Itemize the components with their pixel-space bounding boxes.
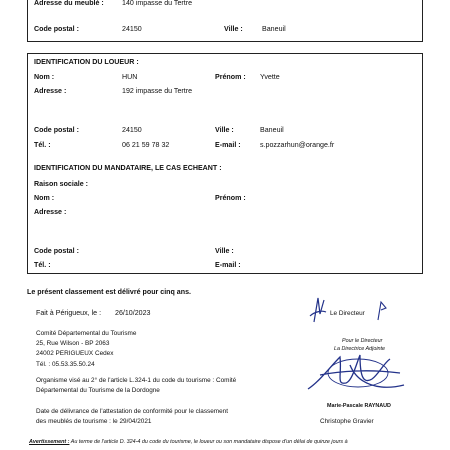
renter-heading: IDENTIFICATION DU LOUEUR : (34, 58, 139, 66)
renter-email-value: s.pozzarhun@orange.fr (260, 141, 335, 149)
agent-address-label: Adresse : (34, 208, 67, 216)
warning-label: Avertissement : (29, 439, 70, 445)
renter-firstname-label: Prénom : (215, 73, 246, 81)
rental-postal-label: Code postal : (34, 25, 79, 33)
renter-phone-value: 06 21 59 78 32 (122, 141, 170, 149)
issuer-line-3: 24002 PERIGUEUX Cedex (36, 350, 114, 357)
agent-email-label: E-mail : (215, 261, 241, 269)
stamp-name: Marie-Pascale RAYNAUD (327, 403, 391, 409)
renter-city-value: Baneuil (260, 126, 284, 134)
renter-firstname-value: Yvette (260, 73, 280, 81)
rental-address-value: 140 impasse du Tertre (122, 0, 193, 7)
warning-line (29, 439, 348, 445)
issuer-line-4: Tél. : 05.53.35.50.24 (36, 361, 95, 368)
renter-email-label: E-mail : (215, 141, 241, 149)
agent-heading: IDENTIFICATION DU MANDATAIRE, LE CAS ECHEANT : (34, 164, 222, 172)
place-date-value: 26/10/2023 (115, 309, 151, 317)
renter-name-value: HUN (122, 73, 138, 81)
director-label: Le Directeur (330, 310, 365, 317)
delivery-line-2: des meublés de tourisme : le 29/04/2021 (36, 418, 152, 425)
director-name: Christophe Gravier (320, 418, 374, 425)
agent-name-label: Nom : (34, 194, 55, 202)
agent-company-label: Raison sociale : (34, 180, 89, 188)
renter-city-label: Ville : (215, 126, 234, 134)
rental-city-value: Baneuil (262, 25, 286, 33)
renter-postal-label: Code postal : (34, 126, 79, 134)
rental-postal-value: 24150 (122, 25, 142, 33)
place-date-prefix: Fait à Périgueux, le : (36, 309, 102, 317)
organism-line-2: Départemental du Tourisme de la Dordogne (36, 387, 160, 394)
agent-postal-label: Code postal : (34, 247, 79, 255)
agent-phone-label: Tél. : (34, 261, 51, 269)
handwritten-signature (300, 345, 410, 397)
issuer-line-1: Comité Départemental du Tourisme (36, 330, 137, 337)
delivery-line-1: Date de délivrance de l'attestation de conformité pour le classement (36, 408, 228, 415)
stamp-line-2: La Directrice Adjointe (334, 346, 386, 352)
organism-line-1: Organisme visé au 2° de l'article L.324-1 du code du tourisme : Comité (36, 377, 237, 384)
renter-postal-value: 24150 (122, 126, 142, 134)
validity-statement: Le présent classement est délivré pour cinq ans. (27, 288, 192, 296)
stamp-line-1: Pour le Directeur (342, 338, 383, 344)
renter-phone-label: Tél. : (34, 141, 51, 149)
renter-address-value: 192 impasse du Tertre (122, 87, 193, 95)
rental-city-label: Ville : (224, 25, 243, 33)
director-initial (372, 298, 392, 324)
issuer-line-2: 25, Rue Wilson - BP 2063 (36, 340, 110, 347)
agent-city-label: Ville : (215, 247, 234, 255)
warning-text: Au terme de l'article D. 324-4 du code du tourisme, le loueur ou son mandataire dispose d'un délai de quinze jours à (70, 439, 348, 445)
agent-firstname-label: Prénom : (215, 194, 246, 202)
renter-name-label: Nom : (34, 73, 55, 81)
rental-address-label: Adresse du meublé : (34, 0, 104, 7)
renter-address-label: Adresse : (34, 87, 67, 95)
